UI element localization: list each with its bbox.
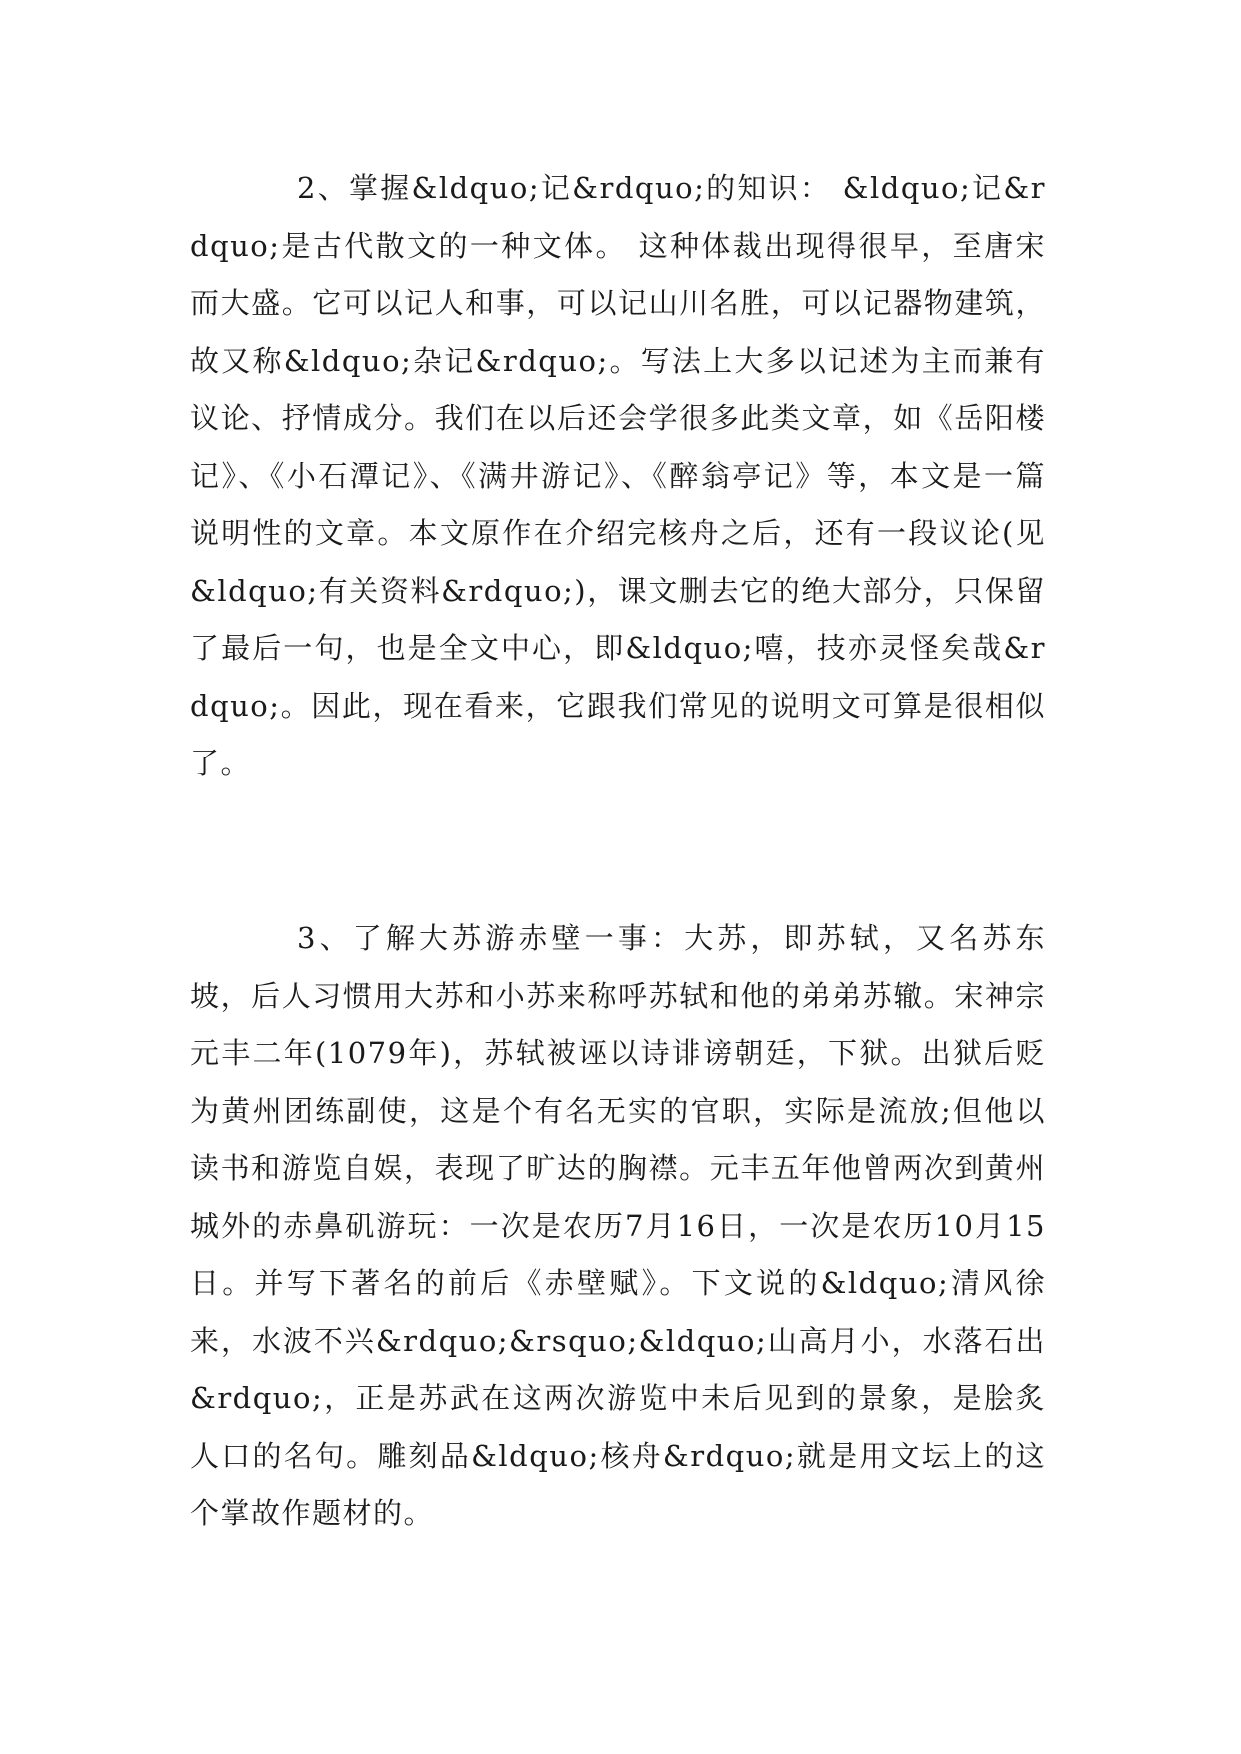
paragraph-ji-knowledge: 2、掌握&ldquo;记&rdquo;的知识： &ldquo;记&rdquo;是古代散文的一种文体。 这种体裁出现得很早，至唐宋而大盛。它可以记人和事，可以记山川名胜，可以记器物建筑，故又称&ldquo;杂记&rdquo;。写法上大多以记述为主而兼有议论、抒情成分。我们在以后还会学很多此类文章，如《岳阳楼记》、《小石潭记》、《满井游记》、《醉翁亭记》等，本文是一篇说明性的文章。本文原作在介绍完核舟之后，还有一段议论(见&ldquo;有关资料&rdquo;)，课文删去它的绝大部分，只保留了最后一句，也是全文中心，即&ldquo;嘻，技亦灵怪矣哉&rdquo;。因此，现在看来，它跟我们常见的说明文可算是很相似了。 [190,171,1046,780]
paragraph-su-shi-red-cliff: 3、了解大苏游赤壁一事：大苏，即苏轼，又名苏东坡，后人习惯用大苏和小苏来称呼苏轼和他的弟弟苏辙。宋神宗元丰二年(1079年)，苏轼被诬以诗诽谤朝廷，下狱。出狱后贬为黄州团练副使，这是个有名无实的官职，实际是流放;但他以读书和游览自娱，表现了旷达的胸襟。元丰五年他曾两次到黄州城外的赤鼻矶游玩：一次是农历7月16日，一次是农历10月15日。并写下著名的前后《赤壁赋》。下文说的&ldquo;清风徐来，水波不兴&rdquo;&rsquo;&ldquo;山高月小，水落石出&rdquo;，正是苏武在这两次游览中未后见到的景象，是脍炙人口的名句。雕刻品&ldquo;核舟&rdquo;就是用文坛上的这个掌故作题材的。 [190,921,1046,1530]
